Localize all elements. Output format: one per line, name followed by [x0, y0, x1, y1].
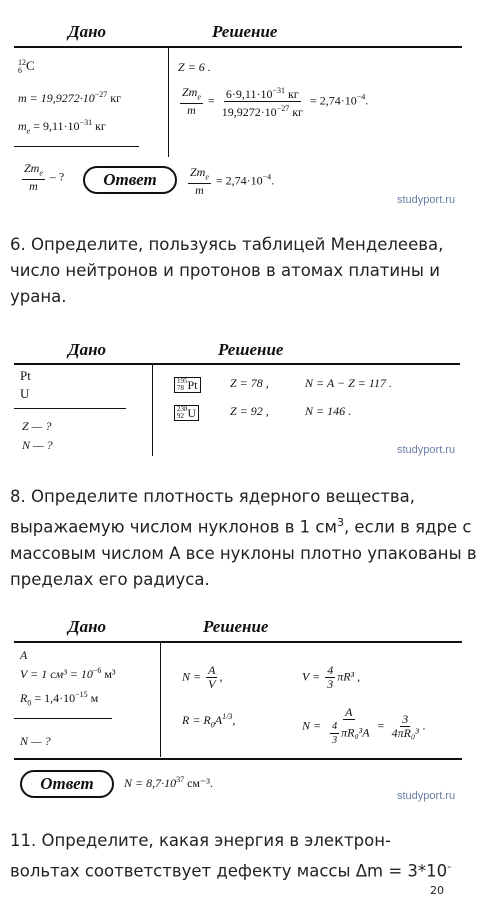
header-rule [14, 363, 460, 365]
given-divider [14, 718, 112, 719]
question-11: 11. Определите, какая энергия в электрон- вольтах соответствует дефекту массы Δm = 3*10- 20 [10, 831, 452, 897]
given-mass: $m = 19,9272\cdot 10^{-27}$ кг [18, 90, 122, 105]
solution-header: Решение [218, 340, 284, 359]
watermark: studyport.ru [397, 790, 456, 802]
answer-label: Ответ [20, 770, 114, 798]
nuclide-carbon: 12 6 C [18, 58, 35, 76]
given-header: Дано [68, 617, 107, 636]
given-r0: $R_0 = 1,4\cdot 10^{-15}$ м [20, 690, 99, 708]
given-u: U [20, 386, 30, 401]
answer-label: Ответ [83, 166, 177, 194]
eq-volume: V = $\frac{4}{3}$ πR³ , [302, 663, 361, 691]
answer-value: $N = 8,7\cdot 10^{37}$ см⁻³. [124, 775, 213, 790]
ratio-equation: $\frac{Zm_e}{m}$ = $\frac{6\cdot 9,11\cdot 10^{-31} кг}{19,9272\cdot 10^{-27} кг}$ = $2,74\cdot 10^{-4}$. [182, 84, 369, 119]
eq-n-result: N = A $\frac{4}{3}$ πR₀³A = $\frac{3}{\text{4πR₀³}}$ . [302, 705, 426, 746]
pt-neutrons: N = A − Z = 117 . [305, 376, 392, 390]
u-protons: Z = 92 , [230, 404, 269, 418]
given-header: Дано [68, 340, 107, 359]
column-divider [168, 47, 169, 157]
given-a: A [20, 648, 28, 662]
given-pt: Pt [20, 368, 31, 383]
find-z: Z — ? [22, 419, 52, 433]
header-rule [14, 46, 462, 48]
solution-header: Решение [212, 22, 278, 41]
answer-value: $\frac{Zm_e}{m}$ = $2,74\cdot 10^{-4}$. [190, 165, 275, 198]
pt-protons: Z = 78 , [230, 376, 269, 390]
u-neutrons: N = 146 . [305, 404, 352, 418]
given-volume: V = 1 $см^3 = 10^{-6}$ м³ [20, 666, 116, 681]
question-6: 6. Определите, пользуясь таблицей Менделеева, число нейтронов и протонов в атомах платины и урана. [10, 235, 444, 306]
find-n: N — ? [20, 734, 51, 748]
column-divider [160, 642, 161, 757]
footer-rule [14, 758, 462, 760]
nuclide-platinum: 195 78 Pt [174, 372, 201, 393]
eq-n-density: N = $\frac{A}{V}$ , [182, 663, 223, 691]
header-rule [14, 641, 462, 643]
find-n: N — ? [22, 438, 53, 452]
solution-header: Решение [203, 617, 269, 636]
watermark: studyport.ru [397, 444, 456, 456]
column-divider [152, 364, 153, 456]
given-electron-mass: $m_e = 9,11\cdot 10^{-31}$ кг [18, 118, 106, 136]
given-header: Дано [68, 22, 107, 41]
find-ratio: $\frac{Zm_e}{m}$ – ? [24, 161, 65, 194]
question-8: 8. Определите плотность ядерного вещества, выражаемую числом нуклонов в 1 $см^3$, если в ядре с массовым числом А все нуклоны плотно упакованы в пределах его радиуса. [10, 487, 477, 589]
given-divider [14, 146, 139, 147]
given-divider [14, 408, 126, 409]
z-value: Z = 6 . [178, 60, 211, 74]
eq-radius: $R = R_0A^{1/3}$, [182, 712, 236, 730]
nuclide-uranium: 238 92 U [174, 400, 199, 421]
watermark: studyport.ru [397, 194, 456, 206]
